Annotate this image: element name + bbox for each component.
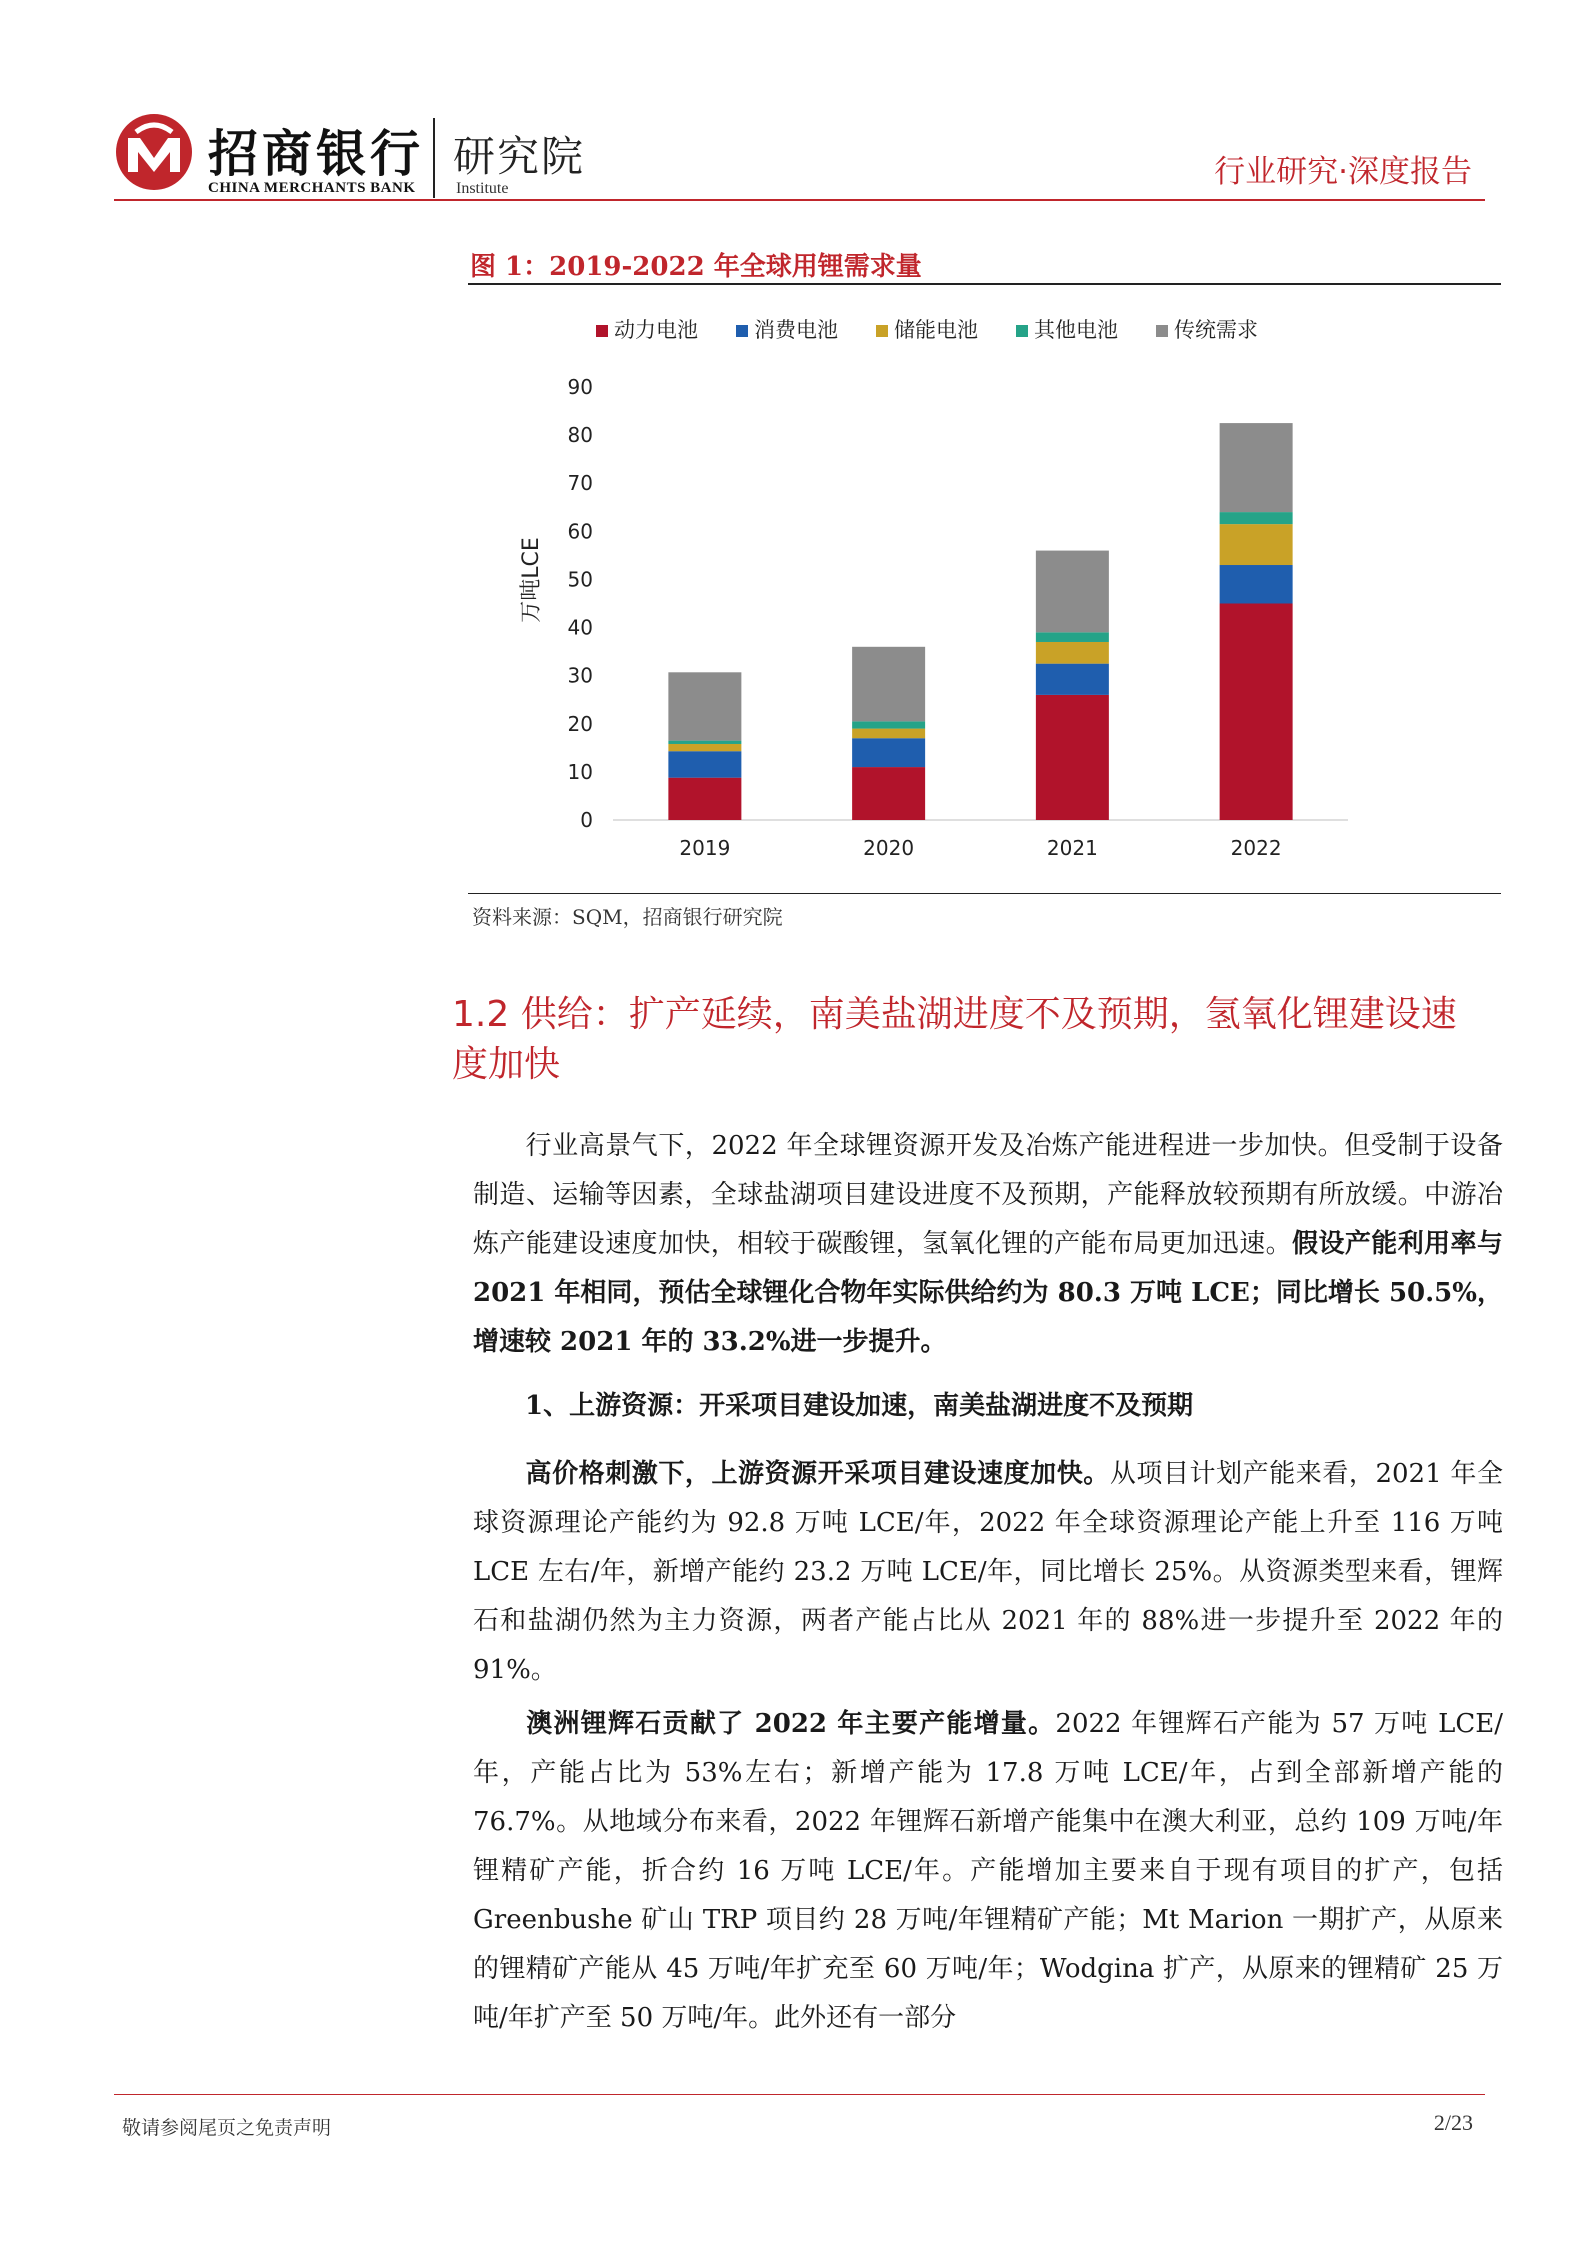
legend-label-1: 消费电池 <box>754 318 838 342</box>
bar-2022-3 <box>1220 512 1293 524</box>
bar-2022-0 <box>1220 604 1293 821</box>
paragraph-1-text: 行业高景气下，2022 年全球锂资源开发及冶炼产能进程进一步加快。但受制于设备制造、运输等因素，全球盐湖项目建设进度不及预期，产能释放较预期有所放缓。中游冶炼产能建设速度加快，相较于碳酸锂，氢氧化锂的产能布局更加迅速。 <box>473 1131 1503 1259</box>
page-number: 2/23 <box>1433 2110 1473 2135</box>
y-tick-label-0: 0 <box>580 808 593 832</box>
y-tick-label-4: 40 <box>567 615 593 640</box>
cmb-logo-icon <box>114 112 194 192</box>
y-tick-label-3: 30 <box>567 663 593 688</box>
paragraph-3 <box>473 1700 1503 2043</box>
footer-disclaimer: 敬请参阅尾页之免责声明 <box>122 2117 332 2139</box>
bar-2020-3 <box>852 721 925 728</box>
report-type: 行业研究·深度报告 <box>1214 154 1472 190</box>
y-tick-label-5: 50 <box>567 567 593 592</box>
bar-2019-0 <box>668 778 741 820</box>
header-divider <box>433 118 435 198</box>
paragraph-1 <box>473 1122 1503 1367</box>
bar-2022-1 <box>1220 565 1293 603</box>
bar-2021-0 <box>1036 695 1109 820</box>
section-heading: 1.2 供给：扩产延续，南美盐湖进度不及预期，氢氧化锂建设速度加快 <box>452 994 1457 1085</box>
bar-2021-4 <box>1036 551 1109 633</box>
stacked-bar-chart <box>468 300 1498 890</box>
figure-bottom-rule <box>468 893 1501 894</box>
legend-label-0: 动力电池 <box>614 318 698 342</box>
bar-2022-2 <box>1220 524 1293 565</box>
legend-label-3: 其他电池 <box>1034 318 1118 342</box>
legend-label-4: 传统需求 <box>1174 318 1258 342</box>
institute-name: 研究院 <box>453 132 586 181</box>
paragraph-3-text: 2022 年锂辉石产能为 57 万吨 LCE/年，产能占比为 53%左右；新增产能为 17.8 万吨 LCE/年，占到全部新增产能的 76.7%。从地域分布来看，2022 年锂辉石新增产能集中在澳大利亚，总约 109 万吨/年锂精矿产能，折合约 16 万吨 LCE/年。产能增加主要来自于现有项目的扩产，包括 Greenbushe 矿山 TRP 项目约 28 万吨/年锂精矿产能；Mt Marion 一期扩产，从原来的锂精矿产能从 45 万吨/年扩充至 60 万吨/年；Wodgina 扩产，从原来的锂精矿 25 万吨/年扩产至 50 万吨/年。此外还有一部分 <box>473 1709 1503 2033</box>
bar-2019-3 <box>668 741 741 744</box>
bar-2020-1 <box>852 738 925 767</box>
header-rule <box>114 199 1485 201</box>
legend-label-2: 储能电池 <box>894 318 978 342</box>
x-tick-label-1: 2020 <box>863 836 915 860</box>
legend-swatch-0 <box>596 325 608 337</box>
bar-2021-3 <box>1036 632 1109 642</box>
legend-swatch-1 <box>736 325 748 337</box>
figure-title: 图 1：2019-2022 年全球用锂需求量 <box>470 252 922 282</box>
x-tick-label-2: 2021 <box>1046 836 1098 860</box>
y-axis-label: 万吨LCE <box>519 537 544 623</box>
bar-2021-1 <box>1036 664 1109 695</box>
y-tick-label-8: 80 <box>567 423 593 448</box>
subsection-heading: 1、上游资源：开采项目建设加速，南美盐湖进度不及预期 <box>525 1391 1194 1421</box>
paragraph-1-bold: 假设产能利用率与 2021 年相同，预估全球锂化合物年实际供给约为 80.3 万吨 LCE；同比增长 50.5%，增速较 2021 年的 33.2%进一步提升。 <box>473 1229 1503 1357</box>
figure-top-rule <box>468 283 1501 285</box>
bar-2020-2 <box>852 729 925 739</box>
y-tick-label-6: 60 <box>567 519 593 544</box>
paragraph-2-bold: 高价格刺激下，上游资源开采项目建设速度加快。 <box>525 1459 1110 1489</box>
y-tick-label-9: 90 <box>567 375 593 399</box>
institute-name-english: Institute <box>456 180 509 197</box>
figure-source: 资料来源：SQM，招商银行研究院 <box>472 905 783 929</box>
paragraph-2 <box>473 1450 1503 1695</box>
chart-legend <box>596 318 1258 342</box>
bar-2019-4 <box>668 672 741 740</box>
x-tick-label-3: 2022 <box>1230 836 1282 860</box>
bar-2020-0 <box>852 767 925 820</box>
legend-swatch-4 <box>1156 325 1168 337</box>
bar-2022-4 <box>1220 423 1293 512</box>
chart-bars <box>668 423 1292 860</box>
paragraph-2-text: 从项目计划产能来看，2021 年全球资源理论产能约为 92.8 万吨 LCE/年，2022 年全球资源理论产能上升至 116 万吨 LCE 左右/年，新增产能约 23.2 万吨 LCE/年，同比增长 25%。从资源类型来看，锂辉石和盐湖仍然为主力资源，两者产能占比从 2021 年的 88%进一步提升至 2022 年的 91%。 <box>473 1459 1503 1685</box>
bar-2021-2 <box>1036 642 1109 664</box>
bar-2019-2 <box>668 744 741 751</box>
bank-name: 招商银行 <box>208 124 424 183</box>
legend-swatch-3 <box>1016 325 1028 337</box>
footer-rule <box>114 2094 1485 2095</box>
y-tick-label-2: 20 <box>567 711 593 736</box>
y-tick-label-7: 70 <box>567 471 593 496</box>
paragraph-3-bold: 澳洲锂辉石贡献了 2022 年主要产能增量。 <box>525 1709 1056 1739</box>
y-tick-label-1: 10 <box>567 759 593 784</box>
x-tick-label-0: 2019 <box>679 836 731 860</box>
bar-2019-1 <box>668 751 741 777</box>
bank-name-english: CHINA MERCHANTS BANK <box>208 180 416 196</box>
legend-swatch-2 <box>876 325 888 337</box>
bar-2020-4 <box>852 647 925 722</box>
